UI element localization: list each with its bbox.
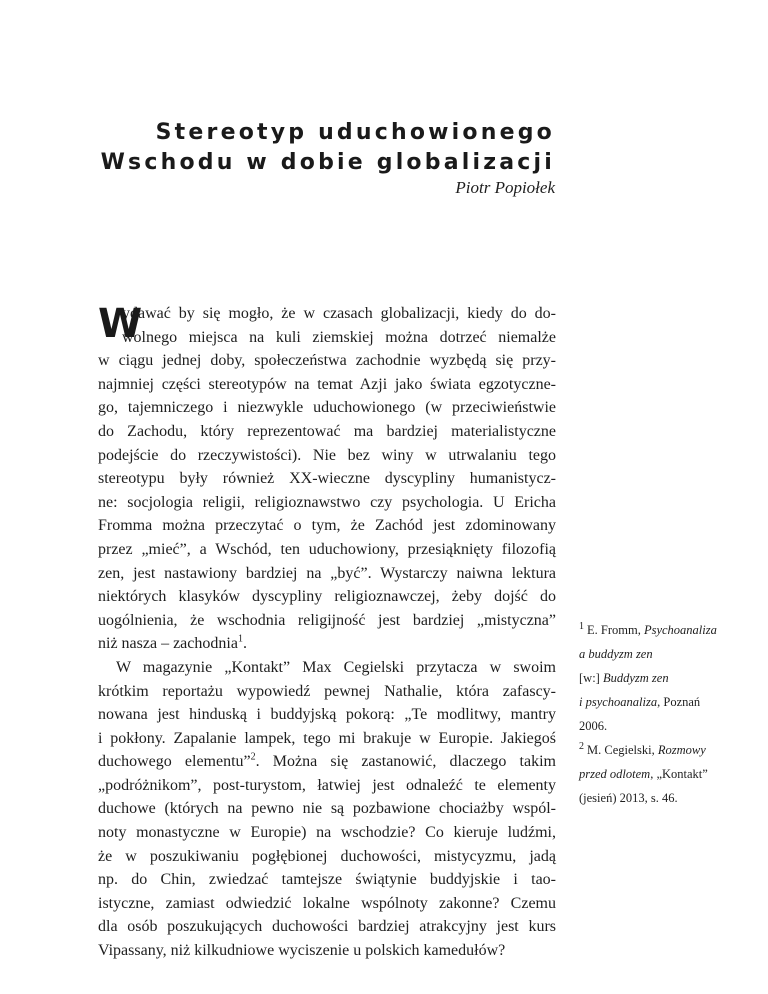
body-line: do Zachodu, który reprezentować ma bardziej materialistyczne [98, 422, 556, 440]
body-line: stereotypu były również XX-wieczne dyscypliny humanistycz- [98, 470, 556, 488]
footnote-2-author: M. Cegielski, [587, 743, 658, 757]
footnote-1-line [579, 690, 719, 714]
footnote-1-author: E. Fromm, [587, 623, 644, 637]
footnote-1-line [579, 666, 719, 690]
period: . [242, 635, 247, 653]
footnotes-column [579, 618, 719, 810]
body-line: nowana jest hinduską i buddyjską pokorą: „Te modlitwy, mantry [98, 706, 556, 724]
body-line: ne: socjologia religii, religioznawstwo czy psychologia. U Ericha [98, 493, 556, 511]
body-line: duchowe (których na pewno nie są pozbawione chociażby wspól- [98, 800, 556, 818]
body-line: podejście do rzeczywistości). Nie bez winy w utrwalaniu tego [98, 446, 556, 464]
body-line: np. do Chin, zwiedzać tamtejsze świątynie buddyjskie i tao- [98, 871, 556, 889]
footnote-1-year: 2006. [579, 719, 608, 733]
body-line: Fromma można przeczytać o tym, że Zachód jest zdominowany [98, 517, 556, 535]
title-line-2: Wschodu w dobie globalizacji [100, 150, 555, 175]
body-line-with-footnote [98, 750, 556, 774]
article-title [101, 118, 555, 178]
body-line: niektórych klasyków dyscypliny religioznawczej, żeby dojść do [98, 588, 556, 606]
footnote-1-line: a buddyzm zen [579, 647, 653, 661]
drop-cap: W [98, 301, 143, 347]
footnote-2-line [579, 762, 719, 786]
body-line: „podróżnikom”, post-turystom, łatwiej jest odnaleźć te elementy [98, 776, 556, 794]
body-line-text: niż nasza – zachodnia [98, 635, 238, 653]
footnote-2-title: przed odlotem [579, 767, 651, 781]
footnote-1-number: 1 [579, 620, 584, 632]
article-body [98, 302, 556, 963]
footnote-2-journal: , „Kontakt” [650, 767, 708, 781]
footnote-1-book: i psychoanaliza [579, 695, 658, 709]
body-line: że w poszukiwaniu pogłębionej duchowości, mistycyzmu, jadą [98, 847, 556, 865]
body-line: Vipassany, niż kilkudniowe wyciszenie u polskich kamedułów? [98, 942, 506, 960]
footnote-2-title: Rozmowy [657, 743, 706, 757]
body-line: noty monastyczne w Europie) na wschodzie? Co kieruje ludźmi, [98, 824, 556, 842]
footnote-1-book: Buddyzm zen [602, 671, 669, 685]
body-line: i pokłony. Zapalanie lampek, tego mi brakuje w Europie. Jakiegoś [98, 729, 556, 747]
title-line-1: Stereotyp uduchowionego [155, 120, 555, 145]
footnote-1-line [579, 618, 719, 642]
body-line: W magazynie „Kontakt” Max Cegielski przytacza w swoim [116, 658, 556, 676]
author-name: Piotr Popiołek [455, 178, 555, 197]
footnote-ref-2: 2 [250, 751, 256, 763]
body-line: najmniej części stereotypów na temat Azji jako świata egzotyczne- [98, 375, 556, 393]
footnote-2-line [579, 738, 719, 762]
body-line: wolnego miejsca na kuli ziemskiej można dotrzeć niemalże [122, 328, 556, 346]
body-line: istyczne, zamiast odwiedzić lokalne wspólnoty zakonne? Czemu [98, 894, 556, 912]
footnote-2-issue: (jesień) 2013, s. 46. [579, 791, 678, 805]
body-line: przez „mieć”, a Wschód, ten uduchowiony, przesiąknięty filozofią [98, 540, 556, 558]
footnote-1-title: Psychoanaliza [643, 623, 717, 637]
body-line: dla osób poszukujących duchowości bardziej atrakcyjny jest kurs [98, 918, 556, 936]
body-line: zen, jest nastawiony bardziej na „być”. Wystarczy naiwna lektura [98, 564, 556, 582]
body-line: ydawać by się mogło, że w czasach globalizacji, kiedy do do- [122, 305, 556, 322]
footnote-ref-1: 1 [237, 633, 243, 645]
body-line: go, tajemniczego i niezwykle uduchowionego (w przeciwieństwie [98, 399, 556, 417]
body-line: w ciągu jednej doby, społeczeństwa zachodnie wyzbędą się przy- [98, 352, 556, 370]
footnote-2-number: 2 [579, 740, 584, 752]
body-line-text: duchowego elementu” [98, 753, 251, 771]
body-line-text: . Można się zastanowić, dlaczego takim [255, 753, 556, 771]
footnote-1-in: [w:] [579, 671, 603, 685]
body-line: krótkim reportażu wypowiedź pewnej Nathalie, która zafascy- [98, 682, 556, 700]
body-line: uogólnienia, że wschodnia religijność jest bardziej „mistyczna” [98, 611, 556, 629]
footnote-1-place: , Poznań [657, 695, 701, 709]
body-line-paragraph-end [98, 632, 556, 656]
